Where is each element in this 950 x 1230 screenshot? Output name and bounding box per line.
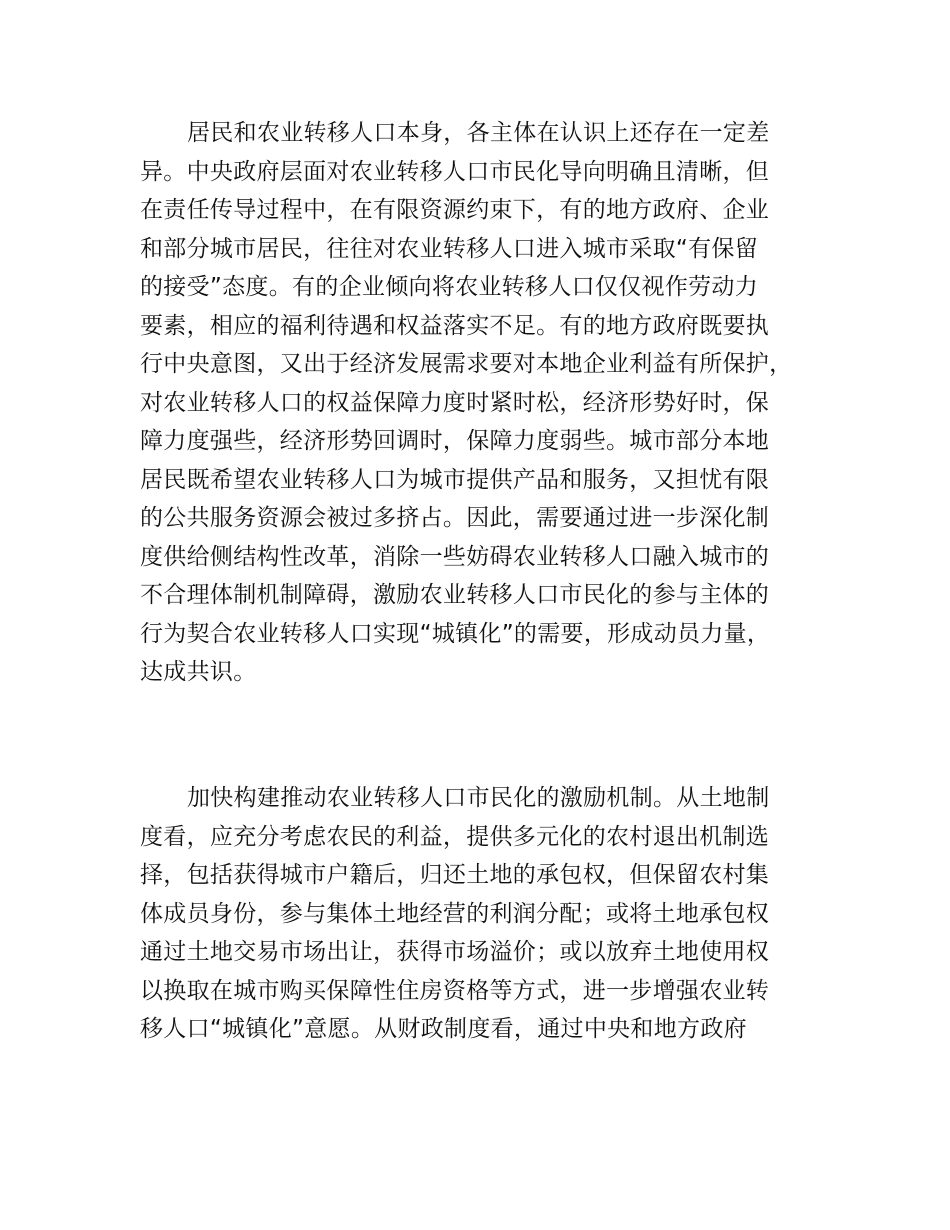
paragraph-line: 要素，相应的福利待遇和权益落实不足。有的地方政府既要执 [140,312,770,339]
paragraph-line: 达成共识。 [140,659,257,685]
paragraph-line: 通过土地交易市场出让，获得市场溢价；或以放弃土地使用权 [140,939,770,965]
paragraph-line: 的公共服务资源会被过多挤占。因此，需要通过进一步深化制 [140,505,770,531]
paragraph-line: 居民和农业转移人口本身，各主体在认识上还存在一定差 [187,120,770,146]
paragraph-line: 对农业转移人口的权益保障力度时紧时松，经济形势好时，保 [140,389,770,416]
paragraph-line: 以换取在城市购买保障性住房资格等方式，进一步增强农业转 [140,977,770,1004]
paragraph-line: 行为契合农业转移人口实现“城镇化”的需要，形成动员力量， [140,620,771,647]
paragraph-line: 体成员身份，参与集体土地经营的利润分配；或将土地承包权 [140,900,770,927]
paragraph-line: 行中央意图，又出于经济发展需求要对本地企业利益有所保护， [140,351,793,377]
paragraph-line: 移人口“城镇化”意愿。从财政制度看，通过中央和地方政府 [140,1016,747,1042]
paragraph-line: 异。中央政府层面对农业转移人口市民化导向明确且清晰，但 [140,158,770,185]
paragraph-line: 度看，应充分考虑农民的利益，提供多元化的农村退出机制选 [140,823,770,850]
paragraph-line: 居民既希望农业转移人口为城市提供产品和服务，又担忧有限 [140,466,770,493]
paragraph-line: 择，包括获得城市户籍后，归还土地的承包权，但保留农村集 [140,862,770,888]
paragraph-line: 加快构建推动农业转移人口市民化的激励机制。从土地制 [187,785,770,811]
paragraph-line: 度供给侧结构性改革，消除一些妨碍农业转移人口融入城市的 [140,543,770,570]
paragraph-1 [140,114,840,692]
paragraph-2 [140,779,840,1049]
paragraph-line: 的接受”态度。有的企业倾向将农业转移人口仅仅视作劳动力 [140,274,759,300]
paragraph-line: 障力度强些，经济形势回调时，保障力度弱些。城市部分本地 [140,428,770,454]
paragraph-line: 在责任传导过程中，在有限资源约束下，有的地方政府、企业 [140,197,770,223]
paragraph-line: 和部分城市居民，往往对农业转移人口进入城市采取“有保留 [140,235,759,262]
paragraph-line: 不合理体制机制障碍，激励农业转移人口市民化的参与主体的 [140,582,770,608]
